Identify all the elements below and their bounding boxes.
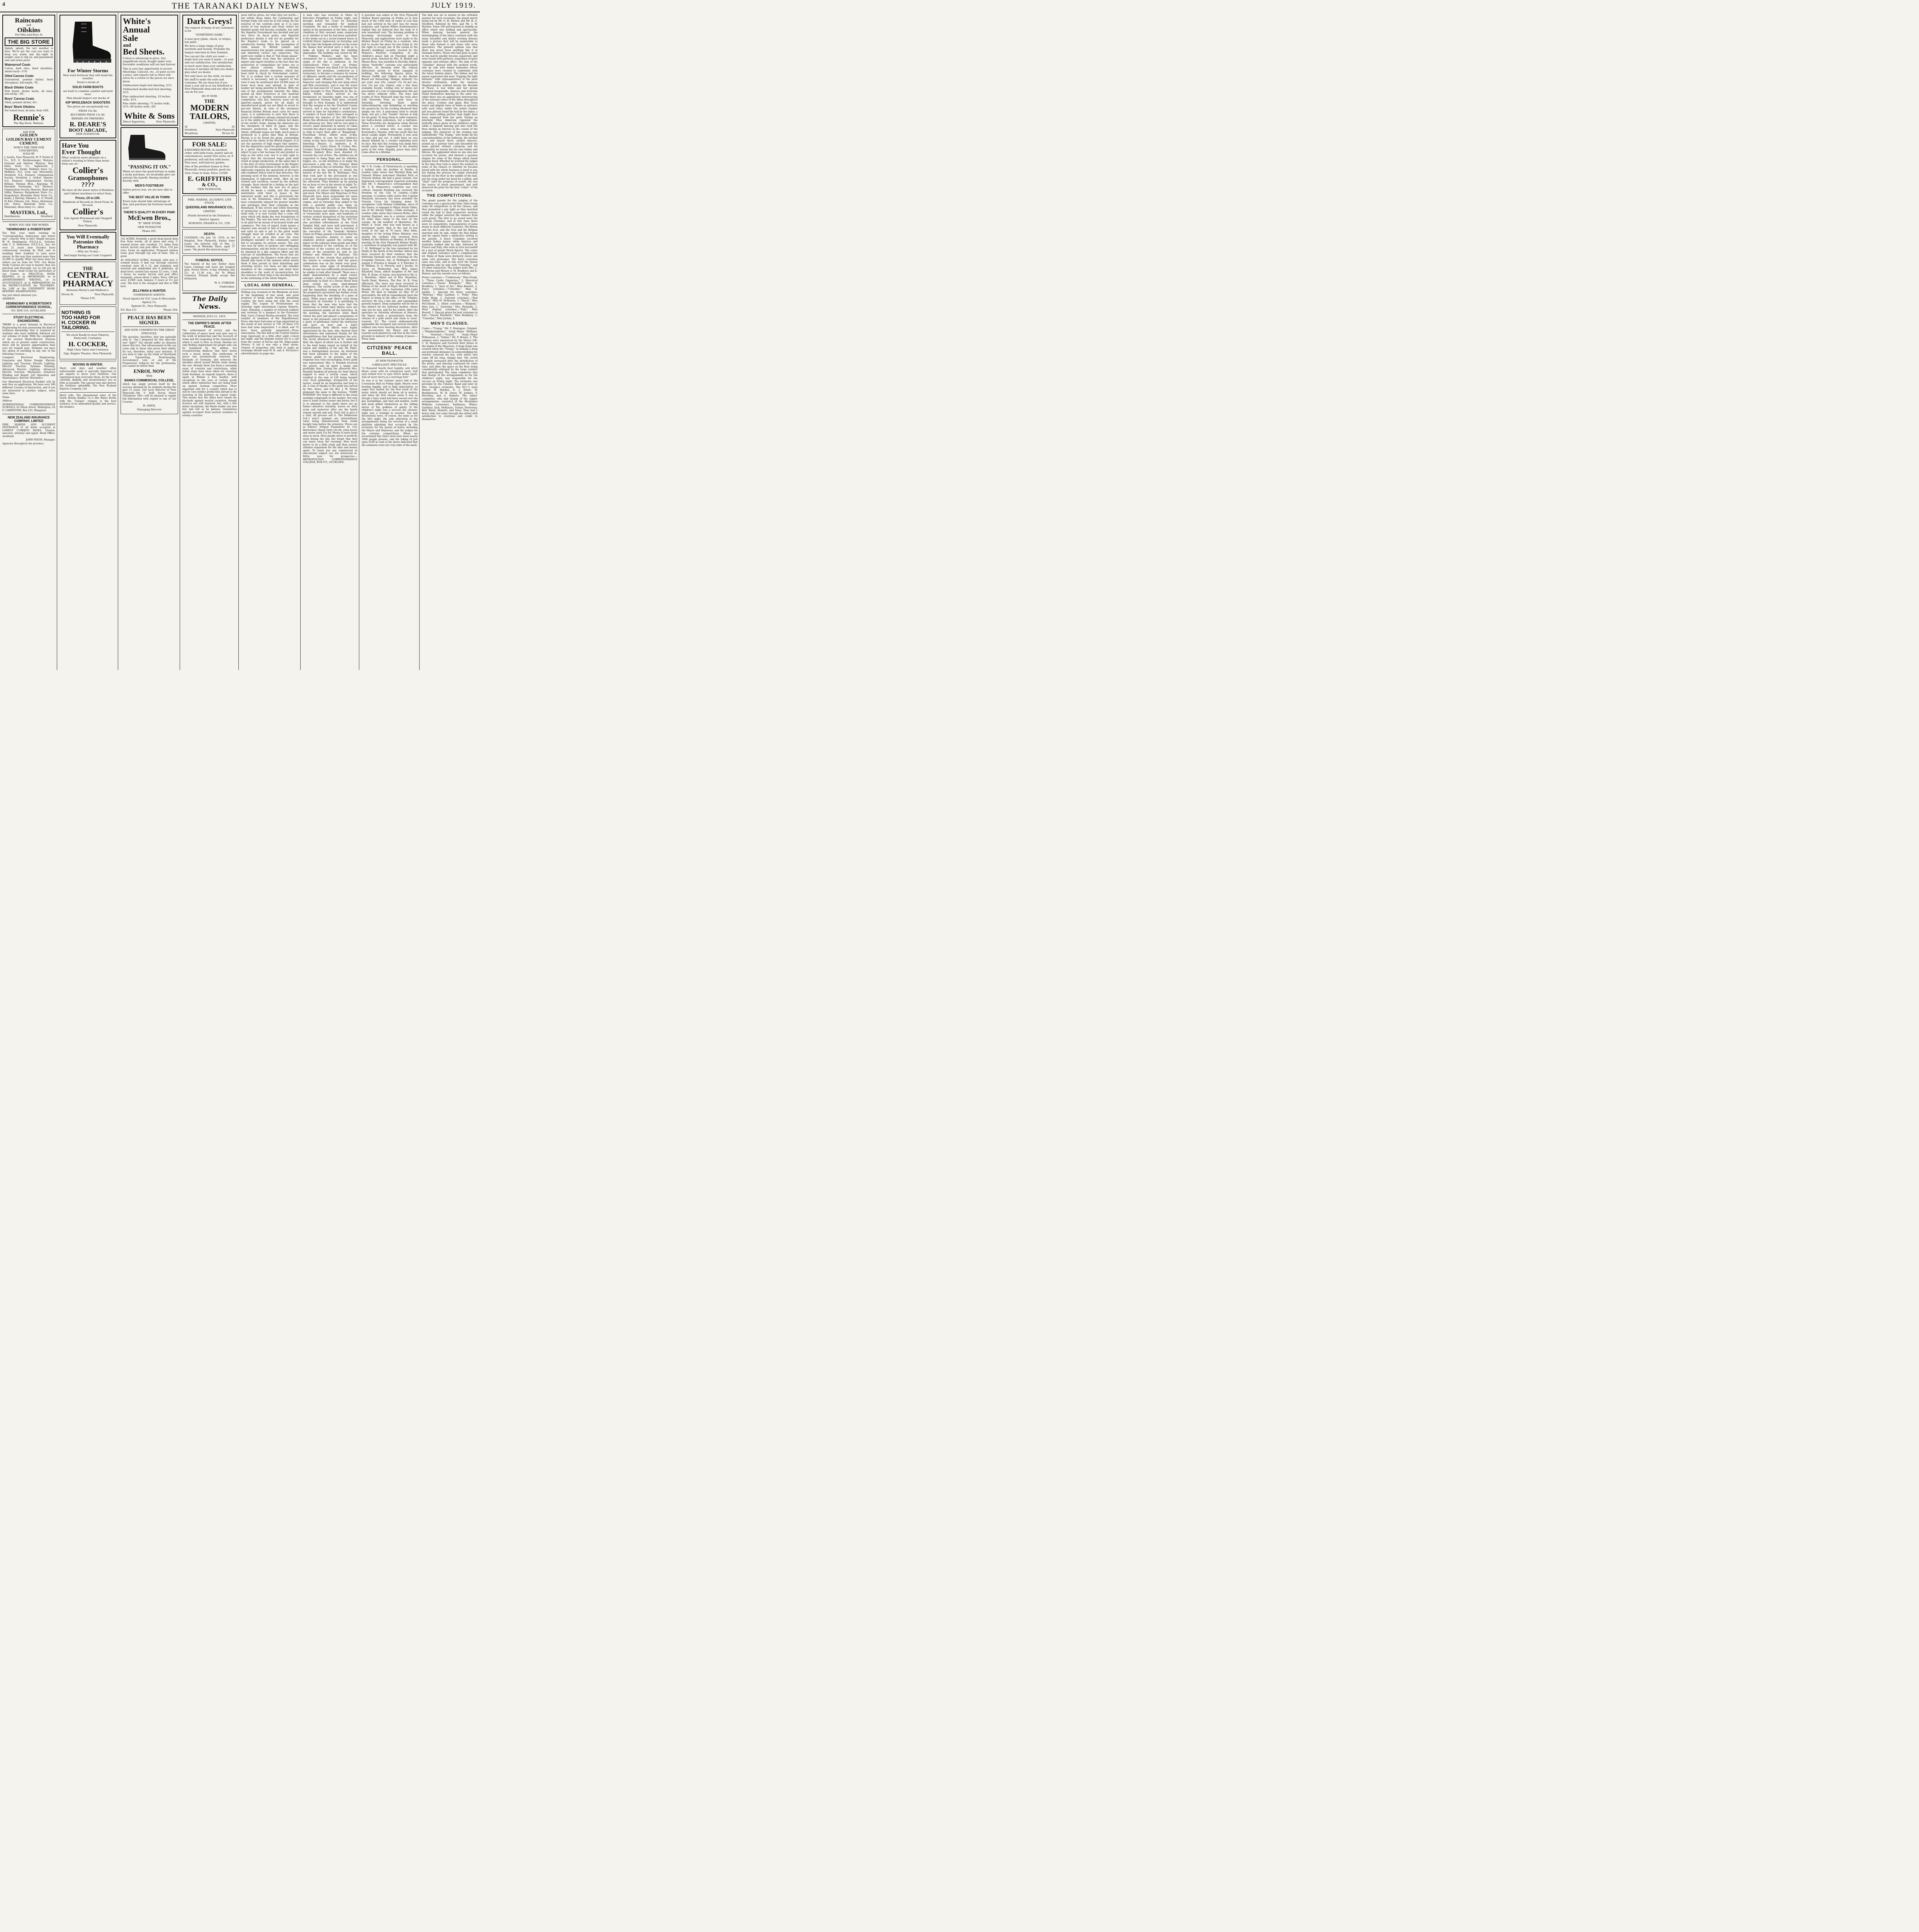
editorial-body: The achievement of victory and the celebration of peace must now give way to the work of production and the recovery of trade and the reopening of the channels into which it used to flow so freely, thereby not only finding employment for people who can be numbered by the million, but reconstructing finances that have borne such a heavy strain. The ratification of peace has automatically removed the blockade of Germany, and removed the shackles which bound British trade during the war. Already there has been a sweeping away of controls and restrictions, while initial steps have been taken for restoring trade freedom. As regards imports, there is again in Britain a free market, with exceptions in the case of certain goods which affect industries that are being built up against German competition. More important still for a country which has to sell its vast surplus production abroad is the lowering of the barriers on export trade. This means that the Allies have raised the blockade against neutral countries, though licences are still required, but, with a few minor exceptions, the Home trader can now buy and sell as he pleases. Guarantees against re-export from neutral countries to enemy countries — [182, 329, 237, 417]
advert-heading: For Winter Storms — [67, 68, 109, 73]
college-name: BANKS COMMERCIAL COLLEGE, — [124, 379, 174, 383]
advert-heading: GOLDEN BAY CEMENT — [6, 137, 52, 142]
advert-text: At — [185, 125, 188, 129]
advert-text: "SOMETHING DARK." — [195, 33, 224, 37]
item-desc: Cotton, dark olive, lined shoulders, slicker back—57/6. — [5, 67, 53, 73]
advert-body: The question, therefore, that one naturally asks is: "Am I prepared for this after-the-war" fight?" You should suffer no illusions about this fact, that advancement in life can come only to those who prove their ability. Do not, therefore, delay your decision. If you wish to take up the study of Shorthand and Typewriting, Book-keeping, Accountancy, Law, or any of the Preparatory Subjects for the professions, you cannot do better than — [122, 335, 176, 368]
form-label-name: Name — [2, 396, 10, 399]
item-name: Waterproof Coats — [5, 63, 31, 67]
advert-heading: TOO HARD FOR — [61, 315, 100, 321]
shop-location: Devon St. — [222, 131, 235, 135]
masthead — [0, 0, 480, 12]
question-marks: ???? — [81, 181, 95, 189]
article-poem: "A thousand hearts beat happily; and when Music arose with its voluptuous swell, Soft eyes looked love to eyes which spake again, And all went merry as a marriage bell." — [362, 367, 418, 379]
cement-advert — [2, 129, 55, 220]
agent-name: E. GRIFFITHS — [187, 175, 232, 182]
advert-heading: CENTRAL — [67, 270, 109, 280]
advert-heading: PEACE HAS BEEN — [127, 315, 171, 321]
advert-text: Direct Importers, — [123, 120, 146, 123]
advert-heading: Ever Thought — [62, 148, 101, 156]
raincoats-advert — [2, 15, 55, 127]
editorial-headline: THE EMPIRE'S WORK AFTER PEACE. — [188, 321, 231, 329]
death-notice — [182, 229, 237, 254]
product-name: SOLID FARM BOOTS — [72, 85, 104, 89]
modern-tailors-advert — [182, 15, 237, 137]
advert-heading: Raincoats — [15, 17, 43, 24]
price-text: FROM 15s 6d. — [78, 109, 97, 112]
advert-text: This is your last opportunity to secure Sheetings, Calicoes, etc., at quite so low a price, and experts tell us there will never be a return to the prices we once knew. — [123, 67, 175, 83]
signature-title: Undertaker. — [219, 285, 235, 288]
agent-name: JELLYMAN & HUNTER. — [132, 289, 167, 293]
advert-text: Devon St. — [61, 293, 74, 296]
shop-name: R. DEARE'S — [70, 121, 106, 128]
shop-name: BOOT ARCADE, — [69, 127, 107, 133]
advert-heading: Dark Greys! — [187, 16, 233, 26]
item-desc: For school wear, all sizes, from 10/6. — [5, 109, 49, 112]
advert-body: 44 AND-HALF ACRES, freehold, with new 5-roomed house; 6 bail run through concrete cowshed, barn 30 x 12, and trapshed; well watered and subdivided into 8 paddocks, all dead level; carried last season 22 cows, 1 bull, 1 horse; no weeds; factory and post office alongside, school about 2 miles. Price, £90 per acre; £1000 cash, balance 5 years at 5½ per cent. The best is the cheapest and this is THE best. — [121, 259, 178, 288]
distributor-name: MASTERS, Ltd., — [10, 209, 48, 215]
article-body: The grand parade for the judging of the costumes was a spectacular item, there being some 60 competitors in all the classes, and they presented a gay sight as they marched round the hall in their respective sections while the judges selected the winners from each group. The first to go round were the national costumes, and in this class there were 22 competitors, representative of some dozen or more different countries. The Briton and the Scot, and the Scot and the Belgian marched side by side, whilst the Red Indian and his squaw made a distinctive setting to the parade. A brave Canadian escorted another Indian squaw, while America and Australia walked side by side, followed by France and Italy, who were in turn succeeded by a pair of quaint Dutch figures. The comic and original costumes were a conglomerate lot. Many of them were distinctly clever and some very grotesque. The fancy costumes class was next, and in this were the Queen Elizabeths side by side with "Crinoline," and 10 other characters. The judges were Mrs. C. H. Weston and Messrs A. M. Bradbury and E. Harnor, and the awards were as follows: — [422, 199, 478, 276]
editorial-masthead: The Daily News. — [192, 295, 227, 311]
column-6 — [301, 13, 359, 670]
big-store-logo: THE BIG STORE — [5, 37, 53, 46]
advert-text: Hundreds of Records in Stock From 3s 6d each. — [63, 200, 113, 207]
company-name: QUEENSLAND INSURANCE CO., — [185, 206, 234, 209]
funeral-notice — [182, 255, 237, 291]
advert-body: which has amply proved itself by the success obtained by its students during the past 15 years. Our local Director at New Plymouth—Mr. V. Duff, Devon Street (Telephone 382)—will be pleased to supply full information with regard to any of our Courses. — [122, 383, 176, 403]
price-item: Fine white sheeting; 72 inches wide, 3/11; 80 inches wide, 4/6. — [123, 102, 170, 109]
phone-number: Phone 201. — [142, 230, 157, 233]
firm-name: HEMINGWAY & ROBERTSON'S CORRESPONDENCE SCHOOL, — [6, 301, 52, 309]
advert-heading: "HEMINGWAY & ROBERTSON" — [6, 228, 52, 231]
awards-list: Poster costumes.—"Coldstream," Miss Frank, 1; "Three Castle Cigarettes," 2. Historical costumes.—"Queen Elizabeth," Miss D. Bradbury, 1; "Joan of Arc," Miss Bennett, 2. Fancy costumes.—"Crinoline," Miss D. Jordan, 1. Specials for fancy costumes: "Watteau," Miss Gardner, 1; "Folly," Miss Zelda Hogg, 2. National costumes.—"Red Indian," Miss M. McKenzie, 1; "Dutch," Miss McCleland, 2. Allied costumes.—"Belgium," Miss Jury, 1; "Australia," Mrs. Richards, 2. Most original costumes.—"Italy," Miss Bootell, 1. Special prizes for best costumes in hall.—"Queen Elizabeth," Miss Bradbury, 1; "Crinoline," Miss Jordan, 2. — [422, 276, 478, 320]
advert-text: FIRE, MARINE, ACCIDENT, LIVE STOCK. — [188, 198, 231, 205]
pharmacy-patronize-advert — [59, 232, 116, 260]
advert-text: Sole Agents Brinsmead and Chappell Pianos, — [64, 217, 112, 223]
advert-text: You can get the cloth you want —made how you want it made— to your and our satisfaction. Our satisfaction is much more than your satisfaction because it includes all that you desire plus what we desire. — [185, 54, 234, 74]
advert-text: REPAIRS ON PREMISES. — [71, 117, 105, 121]
advert-text: Men want footwear that will stand the weather. — [63, 74, 113, 80]
shoe-illustration — [123, 131, 169, 161]
form-label-address: Address — [2, 400, 12, 403]
advert-text: What could be more pleasant on a winter's evening at home than music from one of— — [62, 156, 110, 166]
item-desc: Oiled, pommel slicker, 42/-. — [5, 101, 38, 104]
shop-location: NEW PLYMOUTH. — [76, 133, 100, 136]
advert-text: ADDRESS — [2, 298, 15, 301]
shop-name: TAILORS, — [190, 111, 229, 121]
advert-heading: STUDY ELECTRICAL ENGINEERING. — [13, 316, 44, 323]
advert-heading: White's — [123, 16, 151, 26]
advert-body: FIRE, MARINE AND ACCIDENT INSURANCE of all kinds accepted at LOWEST CURRENT RATES. Trustee, executor, attorney and agent. Head Office: Auckland. — [2, 423, 55, 438]
school-address: INTERNATIONAL CORRESPONDENCE SCHOOLS, 62 Dixon Street, Wellington, Or F. CARPENTER, Box 223, Wanganui. — [2, 403, 55, 412]
advert-heading: THE — [82, 265, 93, 272]
price-item: Unbleached double-bed bed sheeting, 3/11. — [123, 88, 172, 94]
editorial-continued: must still be given—for what they are worth—, but within these limits the Continental and foreign trade will soon be in full swing. By the removal of the controls—slow as it is—new stocks of raw material and fresh orders for finished goods will become available, but until the Imperial Government has decided and put into force its fiscal policy and Imperial preference details it will not be possible for the Empire's trade to be placed on a satisfactory footing. What this resumption of trade means to British traders and manufacturers few people outside commercial and industrial circles can conjecture. The spirit now visible is that of "full steam ahead." More important even than the extension of import and export facilities is the fact that the production of commodities for home use is now almost entirely freed, thereby reintroducing private enterprise, which has been held in check by Government control. Yet, it is evident that a certain measure of control is necessary, and in support of this view it may be mentioned that 20,000 pairs of boots have been sent abroad, in spite of leather not being plentiful in Britain. With the end of the arrangement whereby the Allies pooled all their resources in raw material there will be a healthy restoration of trade competition. One fact, however, must not be ignored—namely, prices for all kinds of manufactured goods are not likely to revert to pre-war figures. In view of the enormous financial burden Britain must carry for many years, it is satisfactory to note that there is plenty of confidence among commercial people as to the ability of Britain to obtain her share of the world's trade. Among the obstacles are the cheapness of labor in Japan, and the intensive production in the United States, where, although wages are high, much more is produced in a given time than in Britain. Herein is to be found the great, outstanding moral for the whole of the British Empire. It is not the question of high wages that matters, but the imperative need for greater production in a given time. No reasonable person can object to pay a fair increase for any product so long as the extra cost, but it is only right to expect that the increased wages paid shall result in larger production. At the same time it is the duty of every Government in the Empire to prevent the exploitation of the public, and to rigorously suppress the operations of all trusts and combines which tend in that direction. The pressing need of the moment, however, is the elimination of industrial strife. After all the turmoil and sacrifices caused by the military struggle, there should be a feeling on the part of the workers that the new era of peace should be made a reality, and this cannot materialise until there is peace in the industrial world, and this is particularly the case in the Dominions, where the workers have consistently enjoyed far greater benefits and privileges than their comrades in the Homeland. If this severe and wilful thwarting of production is not promptly and effectively dealt with, it is very certain that a crisis will arise which will shake the very foundations of the Empire. The war has been won, but it has to be paid for by means of increased trade and commerce. The loss of export trade means a disaster only second to that of losing the war, and until an end is put to the great world struggle must be avoided at all costs. The position is so plain that even the least intelligent member of the community cannot fail to recognise its serious nature. The war was won by unity of purpose and unflagging determination, and the fruits of peace can only be obtained by a like common effort and the exercise of unselfishness. The forces that are pulling against the Empire's work after peace should take heed of the nemesis which awaits them if they persist in their disturbing and arresting tactics. Let them act like sensible members of the community, and bend their shoulders to the work of reconstruction, for the exercise of their help is the deciding factor in the well-being of the whole Empire. — [241, 14, 299, 280]
advert-text: Not only have we the cloth, we have the staff to make the suits and costumes. We are busy but if you want a suit call in at our Stratford or New Plymouth shop and see what we can do for you. — [185, 75, 233, 94]
advert-heading: Patronize this Pharmacy — [73, 238, 103, 250]
advert-text: LIMITED. — [203, 210, 216, 213]
notice-body: COLEMAN.—On July 19, 1919, at the Hospital, New Plymouth, Esther Anne Laura, the beloved wife of Wm. C. Coleman, of Waiwaka Place; aged 57 years. "He giveth His beloved sleep." — [184, 236, 235, 251]
shop-location: Opp. Empire Theatre, New Plymouth. — [63, 352, 112, 355]
section-heading-personal: PERSONAL. — [376, 158, 403, 162]
news-items: A man who was arrested at Okato by Detective Fitzgibbon on Friday night, was brought before the Court on Saturday morning and remanded for medical treatment. He had a bottle of methylated spirits in his possession at the time, and his condition at first aroused some suspicions as to whether or not he had been assaulted. A fire broke out in a seven-roomed house in Cutfield Street, Inglewood, on Saturday, and by the time the brigade arrived on the scene the flames had secured such a hold as to make all hopes of saving the building impossible. The building was owned by Mr. T. Fulkner, Waikato, and has been untenanted for a considerable time. The origin of the fire is unknown. In the Christchurch Police Court on Friday, Catherine Coburn was fined £10 for having permitted her premises, conducted as a restaurant, to become a nuisance by reason of offensive smells and the accumulation of injurious and offensive matter. The City Inspector said sleeping fish was lying about and filth everywhere, and it was the worst place he had seen for 13 years. Amongst the cargo brought to New Plymouth by the ss. Rakea Towell, which arrived at the breakwater on Saturday night, was one of the captured German field guns, recently brought to New Zealand. It is understood that the weapon is for the Stratford County Council, and it was hoped it would have arrived in time for Saturday's celebrations. A number of local ladies have arranged to entertain the inmates of the Old People's Home this afternoon with musical selections and afternoon tea. They will be very glad to receive small donations in money or cakes towards this object and ask anyone disposed to help to leave their gifts at "Kingsleigh," Powerham Street, before noon to-day. Further offers of cars for the children's outing to-day have been received from the following: Messrs. C. Andrews, A. H. Johnstone, C. Lister, Dixon, H. Cocker, Mrs. Crocker, Dean McKenna, Archibalds, Boons. Messrs. Ambury Bros. have donated £1 towards the cost of hire. The children are all requested to bring flags and tin whistles, bugles, etc., as the intention is to make the procession a jolly one. The Citizens' Band had a strenuous day on Saturday. They were assembled in the morning to attend the funeral of the late Mr. R. Bellringer. They then took part in the procession at one o'clock, and played selections in the Park in the afternoon. They finished up by playing for an hour or two in the streets at night. To-day they will participate in the motor procession of school children to Inglewood and back. The Mayor and Mayoress of New Plymouth have been responsible for some kind and thoughtful actions during their regime, and on Saturday they added to the debt a grateful public owe them by providing tea and biscuits at the Whiteley Hall for women and children. The tea rooms or restaurants were open, and hundreds of visitors availed themselves of the invitation of the Mayor and Mayoress. The W.C.T.U. also provided refreshments at the Good Templar Hall, and were well patronised. A Hawera telegram states that a meeting of the executive of the Taranaki Farmers' Union on Friday passed a resolution that the Taranaki executive desires to enter an emphatic protest against the carriage of liquor on the railways when goods and other things essential to the carrying on of the industries of the country are refused; that copies of the resolution be sent to the Premier and Minister of Railways. The behaviour of the crowds that gathered in the streets in connection with the peace celebrations was on the whole very good. There were some signs of drunkenness, though no one was sufficiently intoxicated to be unable to look after himself. There was a slight demonstration by a small crowd, amongst whom a returned soldier figured prominently, in front of a Devon Street fruit shop owned by some dark-skinned foreigners. The tactful action of the police and the immediate closing of the shop by the proprietors prevented any further scene happening than the breaking of a pane of glass. While peace and liberty were being celebrated on Saturday it is gratifying to know that the men who have had the misfortune to forfeit their liberty were not unremembered amidst all the festivities. In the morning, the Salvation Army Band visited the gaol and played a programme of music to the prisoners, and in the afternoon a party of gentlemen visited the institution and gave an hour and a half's entertainment. Both efforts were highly appreciated by the men, who cheered their entertainers and expressed thanks for the thoughtfulness that had prompted the acts. The social afternoon held in St. Andrews' Hall, the object of which was to further add to the fund being raised on behalf of the widow and children of the late Mr. Elliot, was a distinguished success. An invitation had been extended to the ladies of the various guilds to be present, and the response was very encouraging. Every guild was represented. Mrs. O. Hundell received the guests, and all spent a happy and profitable time. During the afternoon Mrs. Hundell thanked all present for their liberal support to such a worthy cause, which resulted in the sum of £20 being handed over. Such gatherings, irrespective of the motive, would be an inspiration and help to all. A vote of thanks to the guild was moved by Mrs. Rowe, and the Rev. J. W. Patton proposed the same to the hostess. "FAIRY WONDER" Dry Soap is different to the usual washing compounds on the market. Not only does it wash clothes easier and better, but it is so pleasant to the smell—there are no fumes—dissolves instantly, leaves no dirty scum and moreover after use the hands remain smooth and soft. Don't fail to give it a trial. All grocers sell it. The Melbourne Ltd.'s men's pyjamas are extraordinary value being manufactured from cloths bought long before the armistice. Prices are as follows: Striped Flannelette 9s 11d, Horrockses' Hand Cloth 16s 6d, extra heavy and warm cloth 21s 6d. Plenty of extra large sizes in stock. Most people strive to profit by work during the day, but forget that they can waste away the evenings. How much better to do a little study and then receive ultimate repayment for the time and money spent. To teach you any commercial or educational subject you are interested in. Write now for prospectus.—METROPOLITAN CORRESPONDENCE COLLEGE, BOX 671, AUCKLAND. — [303, 14, 357, 464]
white-sale-advert — [121, 15, 178, 126]
section-heading-mens-classes: MEN'S CLASSES. — [430, 321, 469, 326]
advert-text: We have all the latest styles of Hornless and Cabinet machines to select from. — [62, 189, 114, 195]
farm-boot-illustration — [62, 19, 116, 65]
insurance-advert — [2, 416, 55, 446]
column-7 — [360, 13, 420, 670]
advert-body: 145 ACRES, freehold; a good clean beach farm free from weeds, all in grass and crop; 5-roomed house and cowshed; 1½ miles from school, factory and post office. Price, £35 per acre; terms on application. Proposed railway route goes through top end of farm. This is good. — [121, 237, 178, 258]
advert-text: New Plymouth. — [94, 293, 114, 296]
article-body: The ball was set in motion in the orthodox manner for such occasions, the grand march being led by Mr. G. H. Weston and Mr. H. A. Stratford, followed by Mrs. and Mr. J. W. Hayden. Some 200 participated in making an effect which was striking and spectacular. When dancing became general the intermingling of the fancy costumes with the many beautiful and dainty evening dresses made a picture that will be memorable to those who formed it and those who were spectators. The general opinion was that there has never been anything like it in Taranaki before. Those who had gone in pairs in the march quickly became separated, and were found with partners, sometimes of quite opposite and extreme effect. The lady of the "crinoline" danced with the modern youth, side by side with dainty damosiles whose costumes were created in conformity with the latest fashion plates. The Indian and his squaw separated and were "tripping the light fantastic" with representatives of the most diverse civilisation, while the ominous Mephistopheles waltzed beside the Heralds of Peace. A war bride and her groom appeared inseparable. America and Australia found themselves dancing in the same set, while there was an appropriate interweaving of the national colors of the Allies throughout the piece. Cowboy and gipsy, Red Cross nurse and pilgrim were at home as partners with each other, whilst the sedate Quaker girl was piloted round the hall by the baker, a much more willing partner than might have been supposed from her garb. During an interlude Miss Anderson repeated the butterfly dance given on the children's night, while a Spanish dancing girl also took the floor during an interval in the course of the judging. The character of the evening was undoubtedly "The Tramp," who broke all the conventionalities of the ballroom. He strolled here and stayed there, jostled dancers, picked up a partner here and discarded the same partner without ceremony and for apparently no reason but his own whims and fancies. He applauded when no one else saw occasion for praise, and showed a genuine disgust for some of the things which found popular favor. Whether he worried the judges in the time they took to select the winners in some of the classes or whether he became bored with the whole business is hard to say, but during the process he calmly stretched himself on the floor in the middle of the hall, put his swag under his head for a pillow, and "slept" until the progress of events. He was the source of much amusement, and well deserved the prize for the best "comic" of the occasion. — [422, 14, 478, 192]
item-desc: Fish brand, slicker backs, all sizes, non-sticky—30/-. — [5, 90, 53, 96]
product-name: MEN'S FOOTWEAR — [135, 184, 164, 187]
advert-text: and — [26, 24, 31, 27]
advert-heading: Bed Sheets. — [123, 47, 165, 56]
advert-text: —Why not To-day— — [75, 250, 100, 253]
item-name: Boys' Canvas Coats — [5, 97, 34, 100]
shop-name: White & Sons — [124, 111, 175, 121]
advert-text: Deare's stocks of — [76, 81, 99, 84]
shop-name: Rennie's — [13, 112, 44, 122]
mcewen-footwear-advert — [121, 127, 178, 236]
advert-text: We have a large range of grey worsteds and tweeds. Probably the largest selection in New Zealand. — [185, 44, 230, 54]
advert-text: Between Morey's and Mollison's. — [66, 289, 109, 292]
product-name: KIP WHOLEBACK SHOOTERS — [65, 101, 110, 105]
editorial-date: MONDAY, JULY 21, 1919. — [193, 315, 226, 318]
advert-text: For Men and Boys At — [15, 33, 42, 37]
article-subhead: AT NEW PLYMOUTH. — [375, 359, 404, 362]
shop-location: New Plymouth. — [78, 224, 98, 227]
column-5 — [240, 13, 301, 670]
signature-title: Managing Director — [137, 408, 162, 412]
banks-college-advert — [121, 313, 178, 414]
advert-body: THERE is a great demand in Electrical Engineering for men possessing the kind of technical knowledge that is acquired by students who have faithfully followed out our scheme of study. With the completion of the several Hydro-Electric Stations which are at present under construction, there will be greater opportunities than ever for trained men. Students can have the option of enrolling in any one of the following Courses— — [2, 323, 55, 355]
price-text: BLUCHERS FROM 11s 9d. — [70, 113, 105, 116]
advert-heading: "PASSING IT ON." — [127, 163, 171, 170]
advert-body: Short, cold days and weather often unfavourable make it specially important to get experts to move your furniture. Our experienced men overcome these, do the work carefully, skilfully and inconvenience you as little as possible. The special vans also protect the furniture splendidly. The New Zealand Express Company, Ltd. — [59, 367, 116, 390]
advert-text: And begin Saving our Cash Coupons! — [64, 254, 112, 257]
advert-text: DO IT NOW. — [202, 94, 218, 98]
land-advert — [121, 238, 178, 312]
advert-text: Say just which interests you. — [2, 294, 37, 297]
advert-text: "K" SHOE STORE — [138, 221, 161, 225]
shop-location: New Plymouth — [215, 128, 235, 132]
central-pharmacy-advert — [59, 262, 116, 305]
shop-name: THE — [204, 98, 215, 104]
news-items: Drilling was resumed at the Blenheim oil bore at the beginning of last week, and good progress is being made through promising country, the bore being fed with the usual supply. The Legion of Frontiersmen on Saturday night entertained Captain Roberts, Lieut. Manning, a number of returned soldiers and veterans at a banquet in the Foresters' Hall. Lieut.-Colonel Weston presided. The total number of members of the Expeditionary Force who have had arms or legs amputated as the result of war service is 710. Of these 270 have had arms amputated; 1 is blind, and 74 have been partially amputated.—Press Association. The fire bell at the Central Station rang vigorously at a little after eight o'clock last night, and the brigade turned out to a call from the corner of Devon and Mt. Edgecombe Streets. It led it was only a false alarm. Owners of properties who wish to make an exchange should read W. H. and A. McGarry's advertisement on page one. — [241, 291, 299, 355]
advert-text: A neat grey (plain, check, or stripe), but quiet. — [185, 37, 232, 44]
newspaper-page — [0, 0, 480, 673]
advert-text: SOLD BY — [23, 152, 35, 156]
section-heading-competitions: THE COMPETITIONS. — [427, 194, 473, 198]
personal-items: Mr. V. R. Cooke, of Christchurch, is spending a holiday with his brother at Pauiho. A London cable states that Marshal Haig and General Wilson welcomed Marshal Foch at Victoria Station. He had a great ovation. Our Inglewood correspondent reported yesterday that Mr. T. Hamerton's correspondent that Mr. T. R. Hamerton's condition was very critical. General Pershing has received the freedom of the City of London.—Cable message. A London cable states that Captain Mannock, deceased, has been awarded the Victoria Cross for bringing down 50 aeroplanes. Lady Helena Cambridge, niece of the Queen, is engaged to Major Aveyly Gibbs, son of Sir Antony Gibbs.—Cable message. A London cable states that General Botha, after leaving England, was in a serious condition for some days owing to the heat on the voyage. An old resident of Masterton, Mr. Harry A. Scott, who was well known as a newspaper agent, died at the end of last week, at the age of 70 years. Miss Allen, daughter of the Acting Prime Minister, was among the civilians who returned from Sydney by the Makura on Monday. At Friday's meeting of the New Plymouth Harbor Board, a resolution of sympathy was passed with Mr. C. H. Bellringer in the loss sustained by his family in the death of his brother. Advice has been received by their relatives that the following Taranaki men are returning by the troopship Gleneon, due at Wellington about August 2: Privates A. Kenall, A. V. Fletcher, S. W. Milham, R. G. Moverly, and J. Jacobs. At Auroa on Wednesday last Miss Agnes Elizabeth Dunn, eldest daughter of Mr. and Mrs. R. Dunn, of Auroa, was married to Mr. A. J. Haseltine, eldest son of Mrs. Haseltine, South Road, Hawera. The Rev. H. B. Gray officiated. The news has been received in Eltham of the death of Major Herbert Bowen Hamlin, D.S.O., of the Australian 10th Light Horse. He died at Ismailia on May 30 of pericarditis. He will be remembered (says the Argus) as being in the office of Mr. Templer, surveyor. He was a fine lad, and commanded general respect. Deep sympathy will be felt in this district for his widowed mother, whose only son he was, and for his widow. After the speeches on Saturday afternoon at Hawera, the Mayor made a presentation from the citizens of a gold watch and chain to Lieut. Laurent, V.C. The crowd enthusiastically applauded the recipient and several returned soldiers who were wearing decorations. After the presentation the Mayor and Lieut. Laurent each planted an oak tree in the tower grounds in memory of the coming of peace.—Press Assn. — [362, 165, 418, 341]
notice-heading: DEATH. — [204, 232, 216, 236]
section-heading-local: LOCAL AND GENERAL. — [245, 283, 295, 288]
item-name: Black Oilskin Coats — [5, 85, 34, 89]
advert-text: are built to combine comfort and hard wear. — [63, 89, 113, 96]
for-sale-advert — [182, 139, 237, 194]
issue-date: JULY 1919. — [431, 1, 476, 10]
shop-location: Broadway. — [185, 131, 198, 135]
column-3 — [119, 13, 180, 670]
advert-text: 8-ROOMED HOUSE, in excellent order, with bath-room, pantry and all conveniences; nearly four acres, or, if preferred, will sell less with house. Very neat, well-laid-out garden. — [185, 148, 233, 164]
advert-heading: ENROL NOW — [133, 368, 165, 374]
advert-text: COMMISSION AGENTS. — [133, 293, 165, 297]
advert-heading: THERE'S QUALITY IN EVERY PAIR! — [123, 210, 175, 214]
advert-text: Distributors, — [4, 214, 21, 218]
product-name: Gramophones — [68, 174, 108, 182]
advert-text: Agencies throughout the province. — [2, 442, 44, 445]
shop-name: McEwen Bros., — [128, 214, 171, 221]
advert-heading: Oilskins — [17, 26, 41, 34]
advert-heading: MOVING IN WINTER. — [73, 363, 103, 367]
item-desc: Guaranteed, pommel slicker, lined throughout, full length, 70/-. — [5, 78, 53, 84]
advert-body: Our Illustrated Electrical Booklet will be sent free on application. We have over 200 different Courses of Instruction, and if you are interested in another subject, write same here. — [2, 380, 55, 395]
hemingway-advert — [2, 223, 55, 312]
article-headline: CITIZENS' PEACE BALL. — [367, 345, 413, 356]
advert-heading: CEMENT. — [19, 141, 38, 146]
shop-location: Stratford, — [185, 128, 197, 132]
advert-heading: and — [123, 42, 131, 48]
agent-name: BURGESS, FRASER & CO., LTD. — [189, 222, 231, 225]
electrical-advert — [2, 316, 55, 412]
notice-body: The funeral of the late Esther Anne Laura Coleman will leave the hospital gate, Devon Street, to-day (Monday, July 21), at 11.30 a.m., for Te Henui Cemetery. Friends kindly accept this intimation. — [184, 263, 235, 280]
advert-text: District Agents: — [199, 218, 220, 221]
advert-heading: You Will Eventually — [66, 233, 110, 240]
brand-name: Collier's — [72, 165, 104, 175]
column-1 — [1, 13, 57, 670]
advert-text: Stock Agents for N.Z. Loan & Mercantile Agency Co. — [123, 297, 176, 304]
shop-location: New Plymouth. — [156, 120, 176, 123]
signature: JOHN PATON, Manager. — [26, 439, 55, 442]
article-body: Comic.—"Tramp," Mr. T. Montague. Original.—"Mephistopheles," Sergt.-Major Williams, 1. National.—"Scotch," Sergt.-Major Williamson, 1; "Indian," Mr. F. Honan, 2. The winners were announced by the Mayor (Mr. C. H. Burgess) and received their prizes at the hands of the Mayoress. A huge laugh was created when the "Tramp," in making a deep and profound obeisance in acknowledging his reward, removed his hat, with which also came off his long, shaggy hair. The crowd promptly increased after the distribution of the prizes, and dancing continued for some time, and after, the space on the floor being considerably enlarged by the large number that participated. The same committee that had charge of the arrangements as for the children's night, was responsible for the success on Friday night. The orchestra was provided by the Citizens' Band and later by Mrs. George's orchestra. The M.C.'s were Messrs W. Hayden, E. J. Deare, W. Hardgreaves, W. H. Greer, W. Jenkins, F. Moverley, and A. Roberts. The ladies' committee, who had charge of the supper arrangements, consisted of the Mesdames Williams (convener), Parkinson, Whyte, Gardiner, Inch, McKenzie, Turner, Portroway, Bell, Wyatt, Bennett, and Yates. They had a heavy task, but came through the ordeal with satisfaction to everyone and credit to themselves. — [422, 327, 478, 421]
advert-text: At — [231, 125, 235, 129]
notice-heading: FUNERAL NOTICE. — [195, 259, 224, 262]
advert-text: NOW'S THE TIME FOR CONCRETING. — [13, 146, 44, 152]
advert-text: before prices rose, we are now able to offer — [123, 188, 173, 194]
advert-text: P.O. Box 211 — [121, 308, 137, 312]
signature: W. S. COBHAM, — [214, 281, 235, 284]
advert-text: LIMITED, — [203, 121, 216, 124]
advert-heading: Annual — [123, 25, 150, 34]
phone-number: 'Phone 504. — [163, 308, 178, 312]
gramophone-advert — [59, 140, 116, 230]
advert-body: You find your mind running on "Correspondence Instruction and better pay"—exactly. Why is this? Simply because W. H. Hemingway, F.N.Z.A.A., Solicitor, with C. G. Robertson, F.N.Z.A.A., has, for over 21 years next October been continuously teaching by Mail, and so enabling their students to earn more money. In this way they assisted more than 25,000 to qualify. What has been done for others can be done for YOU. Our Home Study Courses are easy to master; they are practical and thorough. Let us tell you all about them. Send to-day for particulars of our Course in PRACTICAL BOOK-KEEPING, or in SHORTHAND, or in ADVERTISEMENT WRITING, or in ACCOUNTANCY, or in PREPARATION for the MATRICULATION, the TEACHERS', the LAW or the UNIVERSITY BOOK-KEEPERS' EXAMINATIONS. — [2, 232, 55, 293]
advert-text: WHEN YOU SEE THE WORDS — [9, 223, 49, 226]
column-2 — [58, 13, 118, 670]
advert-heading: Sale — [123, 33, 138, 43]
queensland-insurance-advert — [182, 196, 237, 228]
shop-location: The Big Store, Waitara. — [14, 121, 44, 125]
advert-text: The prices are exceptionally low — [67, 105, 109, 109]
item-name: Boys' Black Oilskins — [5, 105, 35, 109]
advert-heading: PHARMACY — [63, 279, 113, 289]
courses-list: Complete Electrical Engineering. Generator and Motor Design. Electric Lighting and Traction. Electric Lighting. Electric Traction. Dynamo Running. Advanced Electric Lighting. Advanced Electric Traction. Mechanics. Armature Winding and Repair. Lift Operation and Maintenance. Electric Wiremen's. — [2, 356, 55, 380]
advert-heading: FOR SALE: — [192, 140, 227, 148]
advert-text: Stratford. — [41, 214, 53, 218]
shop-location: NEW PLYMOUTH — [138, 226, 161, 229]
article-body: So was it at the citizens' peace ball at the Coronation Hall on Friday night. Hearts were beating happily, and in high expectation, as eager feet waited for the first swell of the music which should set them all in motion, and when the first strains arose it was as though a fairy wand had been waved over the gay assemblage, and man and maiden, youth and maid glided themselves as the willing slaves of the goddess of gaiety. If the children's night was a success the citizens' night was a triumph in excelsis. The hall decorations were, of course, the same as for the first night, the only alteration in the arrangements being the erection of a small platform adjoining that occupied by the orchestra for the guests of honor, including the Mayor and Mayoress, and the judges for the costume competitions. When we ascertained that there must have been nearly 1800 people present, and the taking of just upon £100 in cash at the doors indicated that the estimates were not very wide of the mark. — [362, 379, 418, 447]
advert-text: With — [146, 374, 153, 378]
page-number: 4 — [2, 2, 5, 7]
advert-text: One of the prettiest homes in New Plymouth; sunny position; good sea view. Close to tram. Price: £2500. — [185, 165, 231, 175]
price-item: Unbleached single bed sheeting, 2/11. — [123, 83, 173, 87]
advert-heading: Have You — [62, 141, 89, 149]
advert-text: We stock Ready-to-wear Palatots, Raincoats, Costumes. — [66, 333, 110, 340]
article-subhead: A BRILLIANT SPECTACLE. — [372, 363, 408, 366]
shop-name: H. COCKER, — [68, 340, 107, 348]
price-item: Fine unbleached sheeting, 18 inches wide, 4/11. — [123, 95, 170, 101]
signature: H. AMOS, — [143, 404, 156, 408]
advert-body: Merit tells. The phenomenal sales of the North British Rubber Co.'s Hot Water Bottle with the "Unique" stopper, is the best evidence of its undoubted quality and service. All retailers. — [59, 394, 116, 408]
advert-heading: SIGNED. — [139, 320, 160, 326]
advert-heading: THE BEST VALUE IN TOWN! — [128, 196, 170, 199]
advert-text: High Class Tailor and Costumer, — [67, 348, 109, 351]
advert-text: AND NOW COMMENCES THE GREAT STRUGGLE. — [124, 328, 175, 335]
newspaper-title: THE TARANAKI DAILY NEWS, — [172, 1, 308, 10]
agent-name: & CO., — [202, 181, 218, 187]
advert-heading: NOTHING IS — [61, 310, 91, 316]
news-items: A question was asked at the New Plymouth Harbor Board meeting on Friday as to how much of the 1400 tons of cargo of coal that had just arrived in the port was for steam purposes, and Captain Waller (harbormaster) replied that he believed that the bulk of it was household coal. The housing problem is becoming increasingly acute in New Plymouth, and applications were made to the Harbor Board on Friday by a resident, who had to vacate the place he was living in, for the right to occupy one of the rooms in the Board's buildings recently vacated by the Women's Patriotic Committee. At the children's peace ball on Thursday night a special prize, donated by Mrs. R. Barker and Misses Hoss, was awarded to Dorothy Abbott, whose "butterfly" costume was particularly effective. As showing what the railway dislocation means to those engaged in building, the following figures given by Messrs Duffill and Gibbon to the Harbor Board are interesting: Shingle, formerly 11s per yard, now 20s; cement 15s 5d per ton, now 15s per ton; timber, only a few lines available locally; roofing iron or slates not procurable at a cost of approximately 40s per ton above ordinary rates. The boys and youths of New Plymouth kept the town alive with fireworks from an early hour on Saturday, throwing them about indiscriminately, and delighting in startling the passers-by. As the evening advanced they simply ran riot. A policeman tried to steady them, but got a few "bombs" thrown at him for his pains. To keep them in order required, not half-a-dozen policemen, but a battalion. These fireworks are dangerous when thrown about a crowded street. A cracker was thrown at a woman who was going into Everybody's Theatre, with the result that her dress caught alight. Fortunately it was seen in time and put out. A child later on was almost blinded by a cracker exploding near its face. But that the evening was damp fires would easily have happened in the wooden parts of the town. Happily, peace days don't come often in a lifetime. — [362, 14, 418, 154]
advert-text: Men should inspect our stocks of — [66, 97, 109, 100]
column-4 — [181, 13, 239, 670]
advert-text: Splash, splosh, the wet weather is here. We've got the coat you want to keep you warm and dry—light in weight, easy to slip on, and guaranteed rain and storm proof. — [5, 47, 53, 62]
sellers-list: J. Austin, New Plymouth; W. P. Nichol & Co., N.P.; E. Beckbessinger, Waitara; Gunstad and Marlow, Waitara; Moa Dairy Store Co., Inglewood; J. Therkleson, Tariki; Midhirst Store Co., Midhirst; N.Z. Loan and Mercantile, Stratford; N.Z. Farmers' Organisation Society, Stratford; J. Arthur, Ngaere; N.Z. Farmers' Organisation Society, Eltham; Thomas Bros., Kaponga; W. Marshall, Normanby; N.Z. Farmers' Organisation Society, Hawera; Blair and Sellar, Hawera; Kaupokonui Store Co., Kaupokonui; Riverdale Dairy Store Co., Inaha; J. Barclay, Okaiawa; A. O. Powell, Te Kiri; Gibsons, Ltd., Patea; Alchenson, Ltd., Patea; Manutahi Dairy Co., Manutahi; Alton Dairy Co., Alton — [4, 156, 53, 209]
advert-heading: TAILORING. — [61, 325, 90, 331]
shop-name: MODERN — [190, 102, 229, 112]
advert-heading: H. COCKER IN — [61, 320, 96, 326]
advert-text: Every man should take advantage of this, and purchase his footwear needs now! — [123, 200, 172, 209]
firm-address: P.O. BOX 516, AUCKLAND. — [11, 309, 46, 312]
boots-advert — [59, 15, 116, 138]
advert-text: Egmont St., New Plymouth. — [131, 304, 167, 308]
advert-heading: GOLDEN — [20, 133, 38, 138]
advert-heading: NEW ZEALAND INSURANCE COMPANY, LIMITED — [8, 415, 50, 423]
item-name: Oiled Canvas Coats — [5, 74, 34, 78]
shop-location: NEW PLYMOUTH. — [197, 187, 222, 191]
phone-number: 'Phone 676. — [80, 296, 96, 300]
advert-text: The request of many of our customers is for — [185, 26, 234, 33]
price-text: Prices, £5 to £65. — [75, 196, 100, 200]
column-8 — [420, 13, 479, 670]
shop-name: Collier's — [72, 207, 104, 217]
cocker-tailoring-advert — [59, 306, 116, 359]
advert-text: Cotton is advancing in price. Our magnificent stock, bought under very favorable conditions will not last forever. — [123, 57, 176, 66]
advert-text: ASK FOR — [22, 131, 35, 134]
advert-text: (Funds Invested in the Dominion.) — [187, 214, 232, 217]
advert-text: When we have the good fortune to make a lucky purchase, we invariably give our patrons the benefit. Having stocked heavily with — [123, 170, 175, 183]
